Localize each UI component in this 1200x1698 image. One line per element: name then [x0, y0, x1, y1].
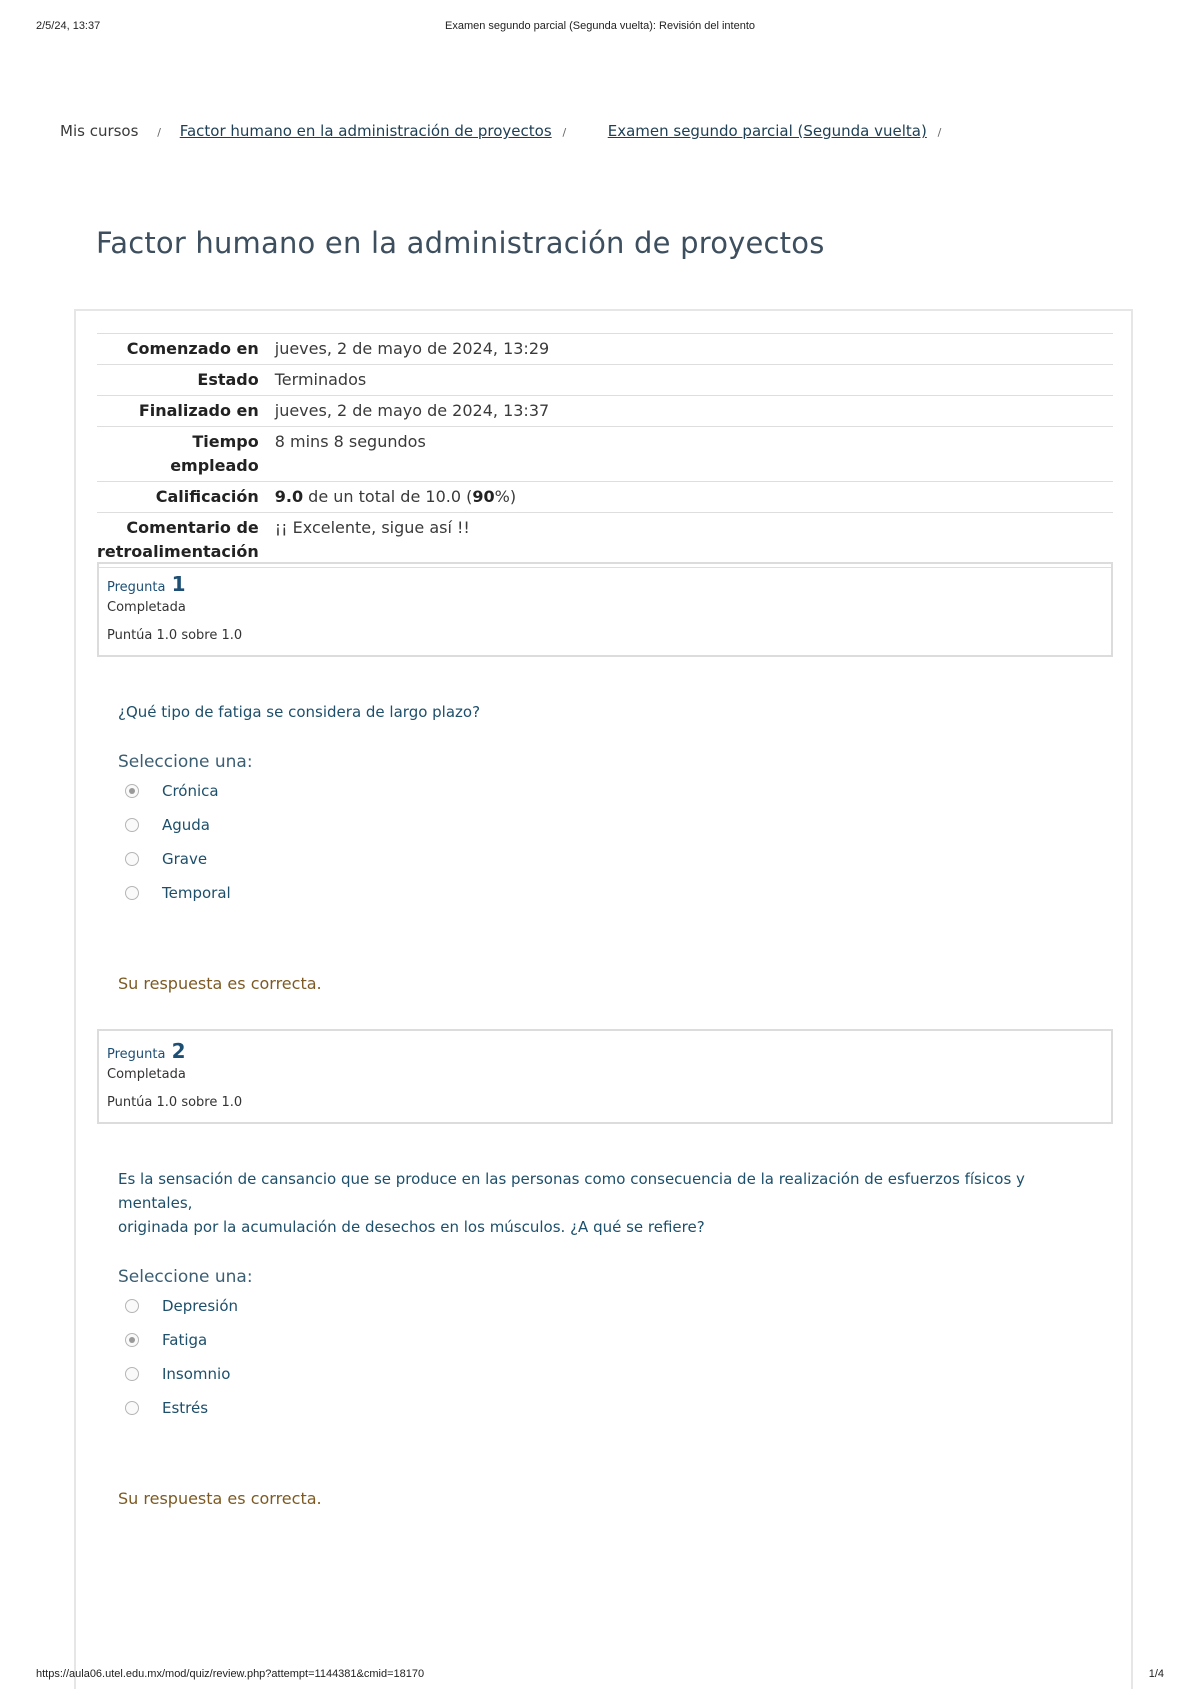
summary-value: jueves, 2 de mayo de 2024, 13:29 [274, 339, 550, 358]
breadcrumb-home[interactable]: Mis cursos [60, 122, 139, 140]
breadcrumb-separator: / [937, 126, 942, 139]
breadcrumb-separator: / [562, 126, 567, 139]
question-content-2 [118, 1167, 1058, 1508]
breadcrumb-course-link[interactable]: Factor humano en la administración de proyectos [179, 122, 552, 140]
attempt-summary-table [97, 333, 1113, 568]
summary-label: Comenzado en [126, 339, 259, 358]
question-grade: Puntúa 1.0 sobre 1.0 [107, 628, 243, 643]
question-info-1 [97, 562, 1113, 657]
summary-value: jueves, 2 de mayo de 2024, 13:37 [274, 401, 550, 420]
summary-row [97, 482, 1113, 513]
answer-option[interactable] [118, 1293, 1058, 1327]
question-state: Completada [107, 600, 186, 615]
question-info-2 [97, 1029, 1113, 1124]
radio-button[interactable] [125, 818, 139, 832]
summary-row [97, 513, 1113, 568]
answer-option[interactable] [118, 812, 1058, 846]
summary-grade-value: 9.0 de un total de 10.0 (90%) [274, 487, 517, 506]
summary-row [97, 427, 1113, 482]
breadcrumb-quiz-link[interactable]: Examen segundo parcial (Segunda vuelta) [607, 122, 927, 140]
radio-button-selected[interactable] [125, 784, 139, 798]
breadcrumb-separator: / [157, 126, 161, 139]
summary-value: 8 mins 8 segundos [274, 432, 426, 451]
radio-button[interactable] [125, 852, 139, 866]
answer-label: Temporal [162, 884, 231, 902]
summary-label: Tiempo empleado [170, 432, 259, 475]
print-url: https://aula06.utel.edu.mx/mod/quiz/review.php?attempt=1144381&cmid=18170 [36, 1668, 425, 1680]
answer-option[interactable] [118, 1395, 1058, 1429]
answer-label: Estrés [162, 1399, 209, 1417]
summary-label: Comentario de retroalimentación [97, 518, 259, 561]
answer-prompt: Seleccione una: [118, 752, 253, 772]
answer-label: Aguda [162, 816, 211, 834]
print-page-number: 1/4 [1148, 1668, 1164, 1680]
answer-option[interactable] [118, 846, 1058, 880]
summary-label: Finalizado en [138, 401, 259, 420]
summary-row [97, 396, 1113, 427]
answer-option[interactable] [118, 778, 1058, 812]
answer-label: Fatiga [162, 1331, 208, 1349]
radio-button-selected[interactable] [125, 1333, 139, 1347]
question-text: ¿Qué tipo de fatiga se considera de largo plazo? [118, 703, 481, 721]
print-document-title: Examen segundo parcial (Segunda vuelta): Revisión del intento [444, 20, 756, 32]
summary-row [97, 334, 1113, 365]
summary-label: Estado [197, 370, 259, 389]
answer-label: Depresión [162, 1297, 239, 1315]
answer-label: Crónica [162, 782, 219, 800]
question-state: Completada [107, 1067, 186, 1082]
answer-feedback: Su respuesta es correcta. [118, 974, 322, 993]
question-content-1 [118, 700, 1058, 993]
answer-prompt: Seleccione una: [118, 1267, 253, 1287]
radio-button[interactable] [125, 886, 139, 900]
summary-value: ¡¡ Excelente, sigue así !! [274, 518, 470, 537]
summary-label: Calificación [155, 487, 259, 506]
question-grade: Puntúa 1.0 sobre 1.0 [107, 1095, 243, 1110]
print-footer [36, 1668, 1164, 1684]
summary-value: Terminados [274, 370, 367, 389]
answer-option[interactable] [118, 1327, 1058, 1361]
answer-feedback: Su respuesta es correcta. [118, 1489, 322, 1508]
summary-row [97, 365, 1113, 396]
print-header [36, 20, 1164, 36]
answer-option[interactable] [118, 1361, 1058, 1395]
radio-button[interactable] [125, 1299, 139, 1313]
page-title: Factor humano en la administración de proyectos [96, 226, 825, 260]
question-number: Pregunta 2 [107, 1039, 186, 1063]
question-number: Pregunta 1 [107, 572, 186, 596]
answer-list [118, 778, 1058, 914]
radio-button[interactable] [125, 1367, 139, 1381]
answer-label: Grave [162, 850, 208, 868]
answer-option[interactable] [118, 880, 1058, 914]
breadcrumb [60, 122, 947, 140]
radio-button[interactable] [125, 1401, 139, 1415]
answer-list [118, 1293, 1058, 1429]
question-text: Es la sensación de cansancio que se produce en las personas como consecuencia de la realización de esfuerzos físicos y mentales, originada por la acumulación de desechos en los músculos. ¿A qué se refiere? [118, 1170, 1025, 1236]
print-date: 2/5/24, 13:37 [36, 20, 101, 32]
answer-label: Insomnio [162, 1365, 231, 1383]
